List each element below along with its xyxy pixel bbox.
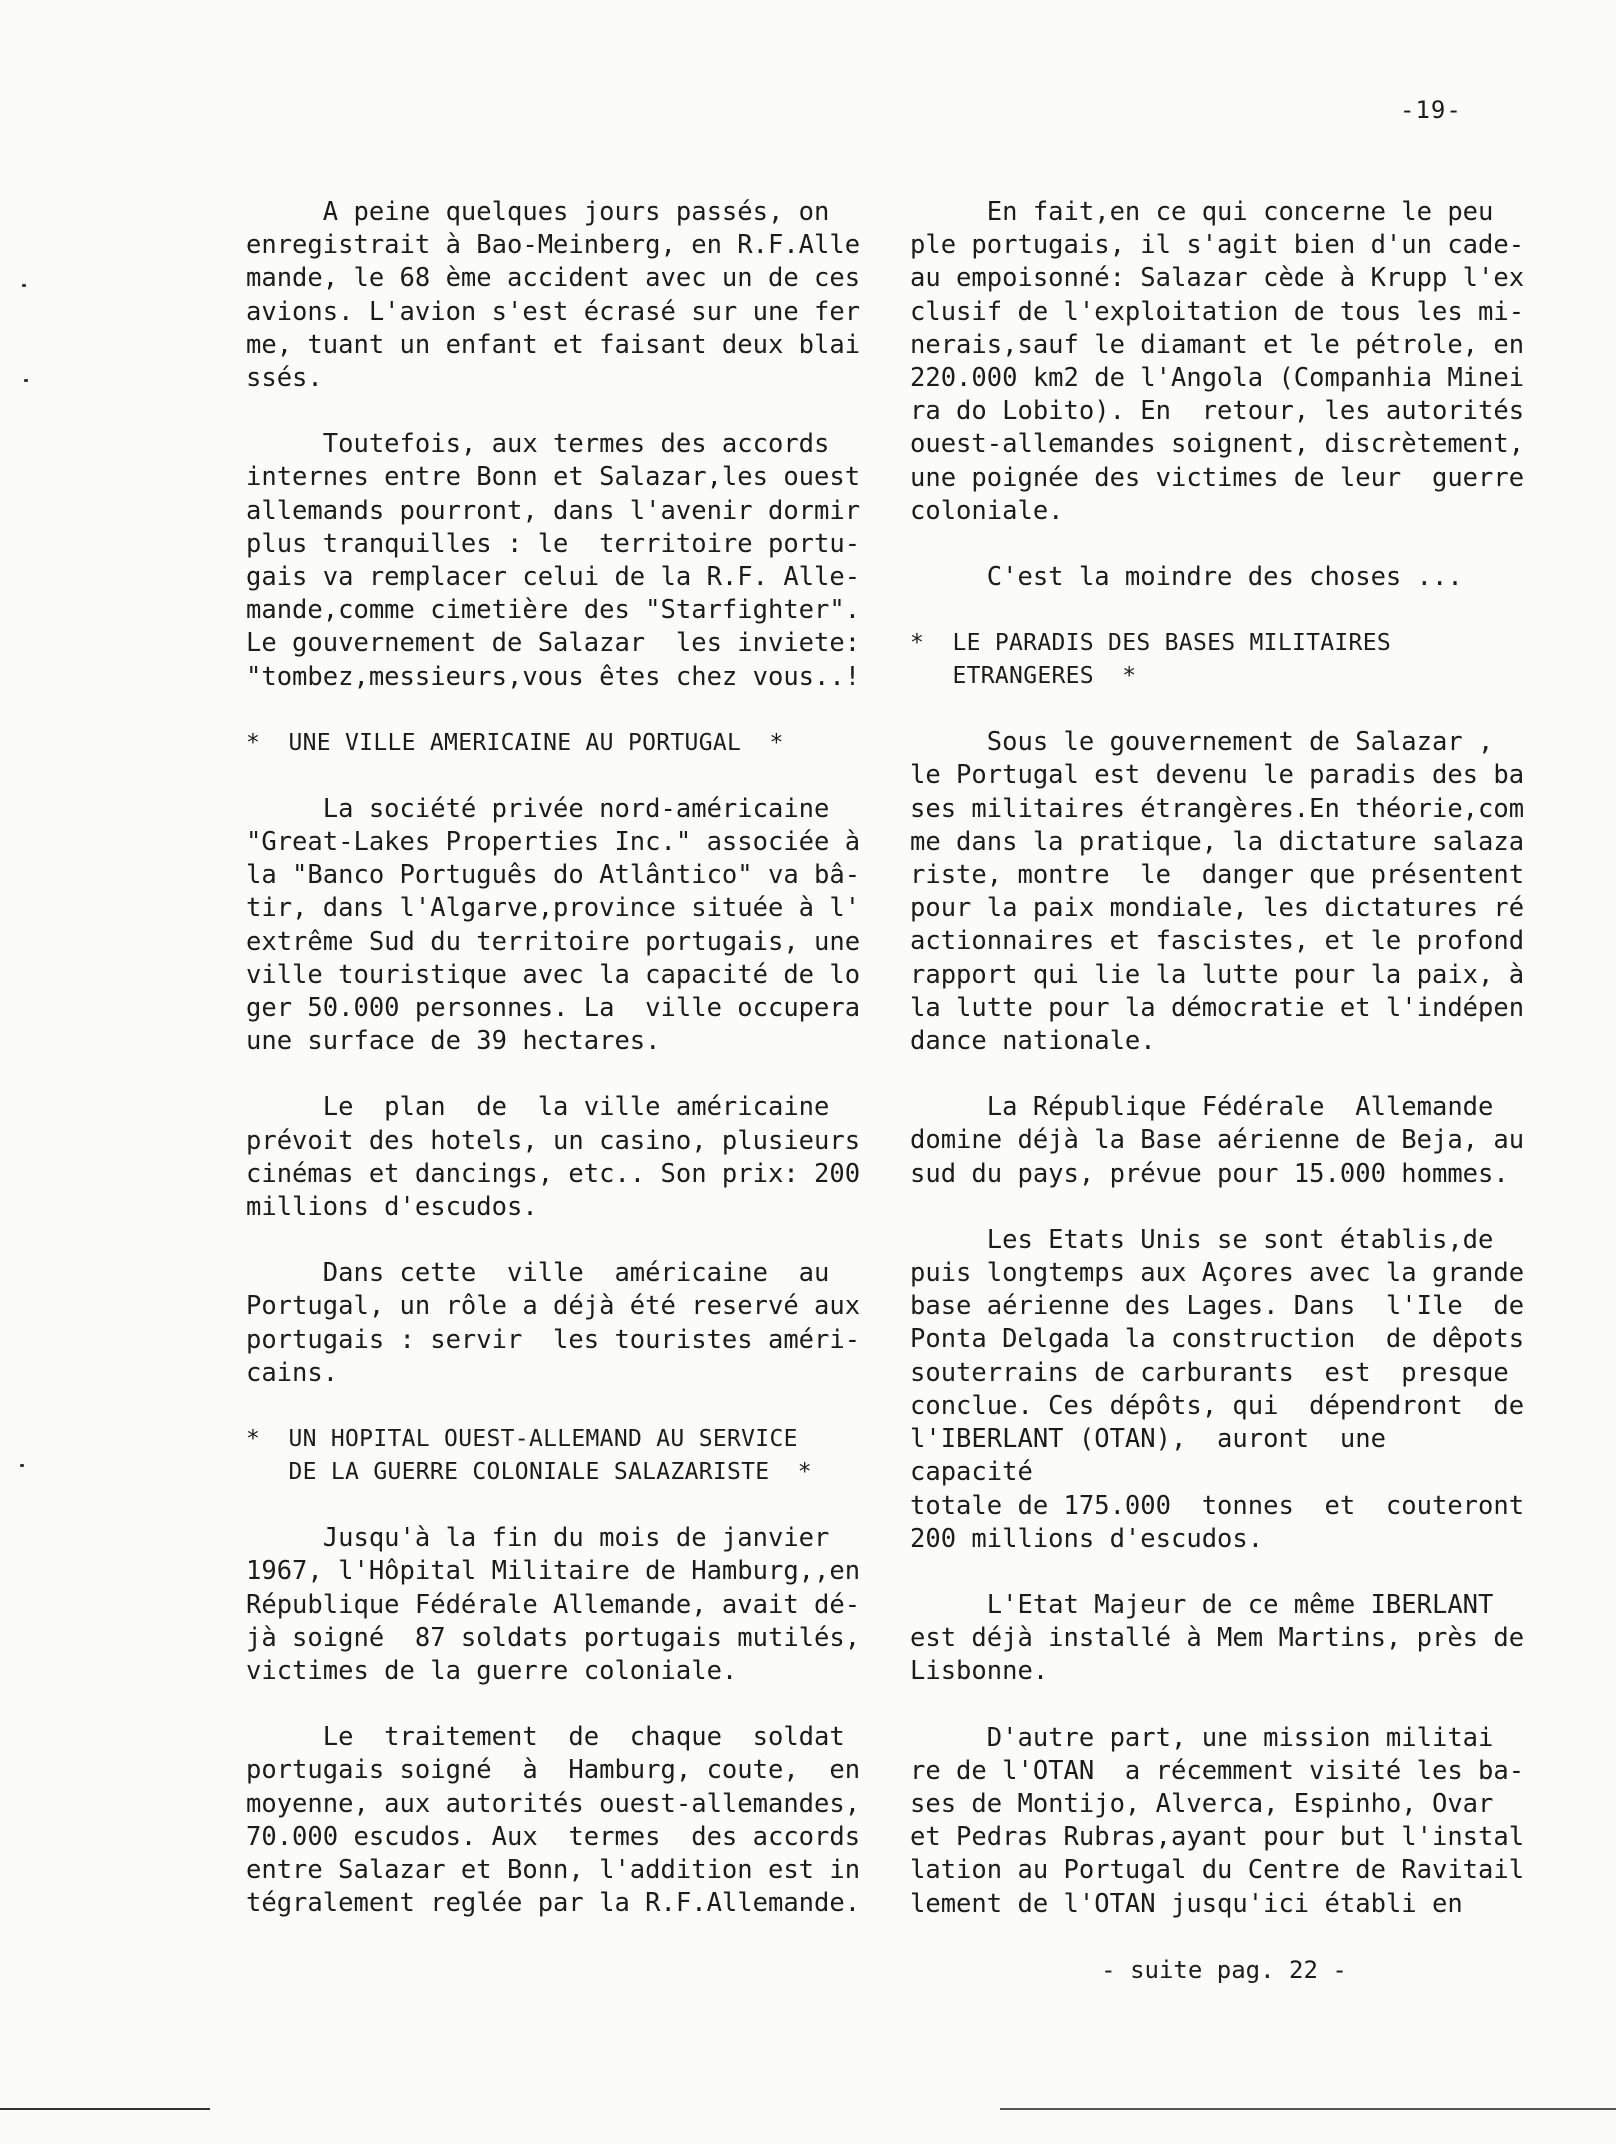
right-para-cadeau-empoisonne: En fait,en ce qui concerne le peu ple portugais, il s'agit bien d'un cade- au empoisonné: Salazar cède à Krupp l'ex clusif de l'exploitation de tous les mi- nerais,sauf le diamant et le pétrole, en 220.000 km2 de l'Angola (Companhia Minei ra do Lobito). En retour, les autorités ouest-allemandes soignent, discrètement, une poignée des victimes de leur guerre coloniale. <box>910 197 1525 526</box>
scan-speck <box>20 1464 24 1467</box>
bottom-rule-left <box>0 2108 210 2110</box>
left-para-plan-ville: Le plan de la ville américaine prévoit des hotels, un casino, plusieurs cinémas et dancings, etc.. Son prix: 200 millions d'escudos. <box>246 1092 861 1223</box>
right-para-moindre-des-choses: C'est la moindre des choses ... <box>910 562 1463 593</box>
bottom-rule-right <box>1000 2108 1616 2110</box>
right-para-base-beja: La République Fédérale Allemande domine déjà la Base aérienne de Beja, au sud du pays, prévue pour 15.000 hommes. <box>910 1092 1525 1189</box>
left-para-traitement-soldat: Le traitement de chaque soldat portugais soigné à Hamburg, coute, en moyenne, aux autorités ouest-allemandes, 70.000 escudos. Aux termes des accords entre Salazar et Bonn, l'addition est in tégralement reglée par la R.F.Allemande. <box>246 1722 861 1919</box>
left-para-great-lakes: La société privée nord-américaine "Great-Lakes Properties Inc." associée à la "Banco Português do Atlântico" va bâ- tir, dans l'Algarve,province située à l' extrême Sud du territoire portugais, une ville touristique avec la capacité de lo ger 50.000 personnes. La ville occupera une surface de 39 hectares. <box>246 793 861 1057</box>
left-para-hopital-hamburg: Jusqu'à la fin du mois de janvier 1967, l'Hôpital Militaire de Hamburg,,en République Fédérale Allemande, avait dé- jà soigné 87 soldats portugais mutilés, victimes de la guerre coloniale. <box>246 1523 861 1686</box>
right-para-etat-major-iberlant: L'Etat Majeur de ce même IBERLANT est déjà installé à Mem Martins, près de Lisbonne. <box>910 1589 1525 1687</box>
continued-note: - suite pag. 22 - <box>1101 1955 1347 1984</box>
left-para-bonn-salazar-accords: Toutefois, aux termes des accords internes entre Bonn et Salazar,les ouest allemands pourront, dans l'avenir dormir plus tranquilles : le territoire portu- gais va remplacer celui de la R.F. Alle- mande,comme cimetière des "Starfighter". Le gouvernement de Salazar les inviete: "tombez,messieurs,vous êtes chez vous..! <box>246 429 861 692</box>
right-para-paradis-bases: Sous le gouvernement de Salazar , le Portugal est devenu le paradis des ba ses militaires étrangères.En théorie,com me dans la pratique, la dictature salaza riste, montre le danger que présentent pour la paix mondiale, les dictatures ré actionnaires et fascistes, et le profond rapport qui lie la lutte pour la paix, à la lutte pour la démocratie et l'indépen dance nationale. <box>910 727 1525 1057</box>
scan-speck <box>24 379 28 382</box>
scan-speck <box>22 284 26 287</box>
right-column <box>910 196 1538 1986</box>
page-number: -19- <box>1400 96 1462 124</box>
heading-ville-americaine: * UNE VILLE AMERICAINE AU PORTUGAL * <box>246 729 784 756</box>
right-para-mission-otan: D'autre part, une mission militai re de l'OTAN a récemment visité les ba- ses de Montijo, Alverca, Espinho, Ovar et Pedras Rubras,ayant pour but l'instal lation au Portugal du Centre de Ravitail lement de l'OTAN jusqu'ici établi en <box>910 1722 1525 1919</box>
right-para-acores-lages: Les Etats Unis se sont établis,de puis longtemps aux Açores avec la grande base aérienne des Lages. Dans l'Ile de Ponta Delgada la construction de dêpots souterrains de carburants est presque conclue. Ces dépôts, qui dépendront de l'IBERLANT (OTAN), auront une capacité totale de 175.000 tonnes et couteront 200 millions d'escudos. <box>910 1224 1525 1554</box>
heading-hopital-ouest-allemand: * UN HOPITAL OUEST-ALLEMAND AU SERVICE DE LA GUERRE COLONIALE SALAZARISTE * <box>246 1426 812 1486</box>
heading-paradis-bases: * LE PARADIS DES BASES MILITAIRES ETRANGERES * <box>910 630 1392 690</box>
left-column <box>246 196 886 1953</box>
left-para-role-reserve: Dans cette ville américaine au Portugal, un rôle a déjà été reservé aux portugais : servir les touristes améri- cains. <box>246 1258 861 1388</box>
left-para-starfighter-accident: A peine quelques jours passés, on enregistrait à Bao-Meinberg, en R.F.Alle mande, le 68 ème accident avec un de ces avions. L'avion s'est écrasé sur une fer me, tuant un enfant et faisant deux blai ssés. <box>246 197 861 394</box>
